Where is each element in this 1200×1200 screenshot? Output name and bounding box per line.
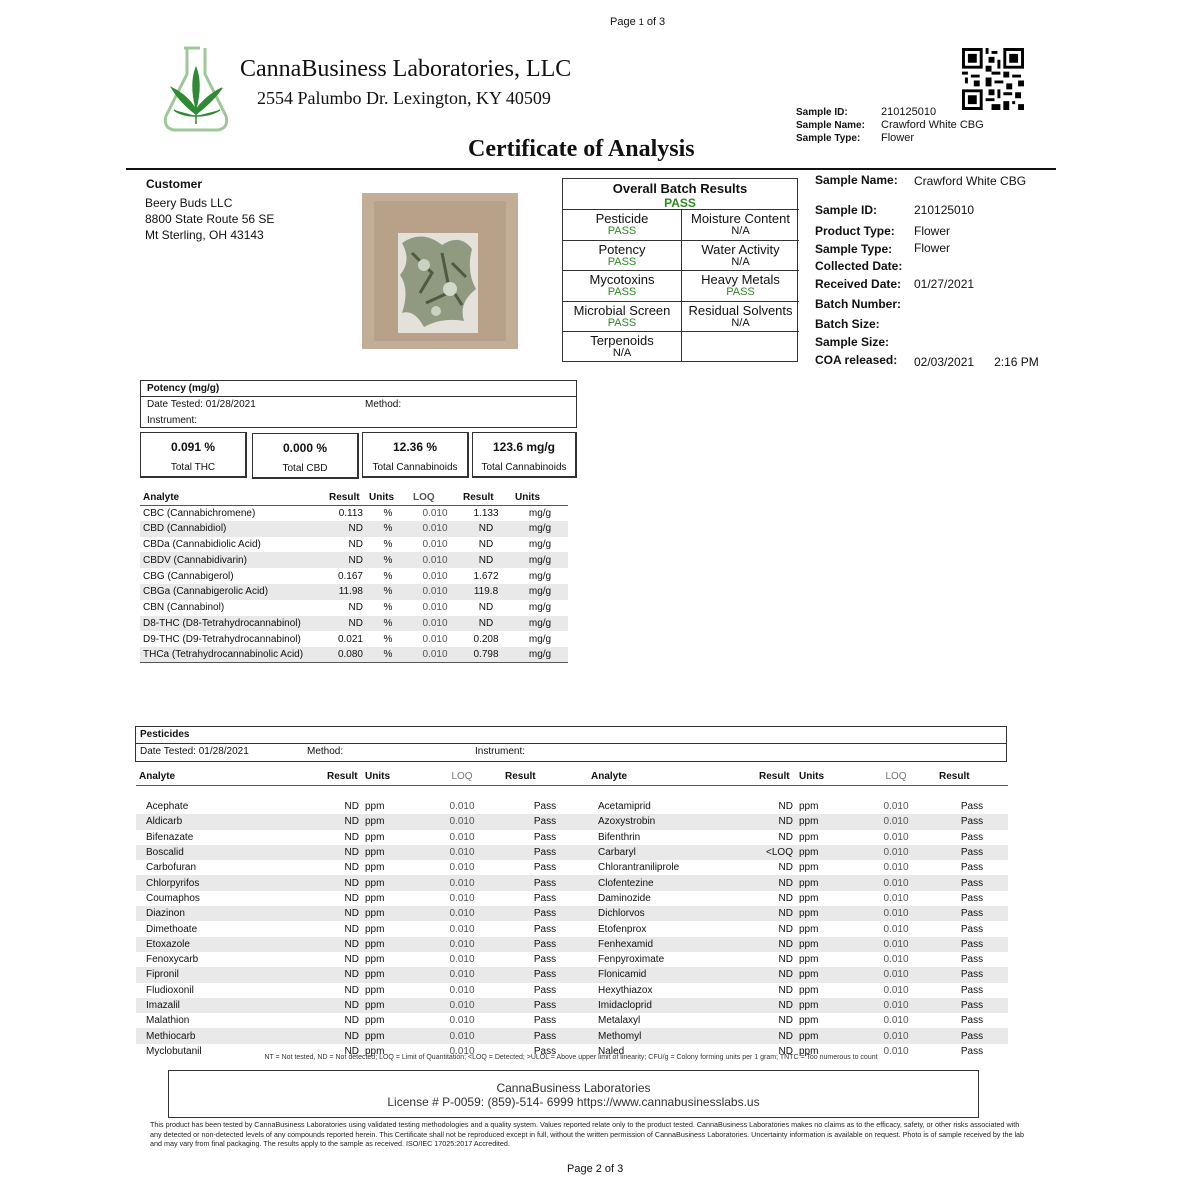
table-cell: Chlorantraniliprole (598, 862, 680, 874)
potency-heading: Potency (mg/g) (141, 381, 576, 397)
table-cell: Pass (960, 984, 984, 996)
table-cell: 0.010 (449, 1015, 475, 1027)
pesticides-date-tested: Date Tested: 01/28/2021 (140, 746, 249, 757)
pesticides-header-box (135, 726, 1007, 762)
table-cell: ppm (796, 814, 856, 829)
table-row (136, 891, 1008, 906)
table-cell: 0.010 (856, 875, 936, 890)
table-cell: Malathion (146, 1015, 190, 1027)
table-cell: Acetamiprid (598, 801, 651, 813)
table-cell: Chlorpyrifos (136, 875, 324, 890)
table-cell: Hexythiazox (598, 984, 653, 996)
batch-cell-terpenoids: Terpenoids N/A (563, 331, 681, 362)
table-cell: 0.010 (856, 998, 936, 1013)
table-cell: ppm (365, 831, 385, 843)
table-cell: ppm (796, 906, 856, 921)
table-cell: Pass (502, 906, 588, 921)
table-cell: 0.010 (883, 892, 909, 904)
header-divider (126, 168, 1056, 170)
lab-footer-box (168, 1070, 979, 1118)
sample-info-value: Flower (914, 241, 951, 255)
table-cell: 0.010 (422, 845, 502, 860)
table-row: CBDa (Cannabidiolic Acid) ND % 0.010 ND mg/g (143, 538, 552, 550)
batch-title: Overall Batch Results (612, 181, 748, 196)
sample-info-label: Product Type: (815, 224, 895, 238)
pesticides-instrument: Instrument: (475, 746, 526, 757)
potency-header-box (140, 380, 577, 428)
col-units-mg: Units (512, 490, 568, 505)
table-cell: ppm (365, 892, 385, 904)
sample-info-value: Flower (914, 224, 951, 238)
table-cell: Pass (936, 814, 1008, 829)
table-cell: Pass (960, 954, 984, 966)
table-cell: ND (778, 862, 793, 874)
batch-cell-moisture: Moisture Content N/A (681, 209, 799, 240)
table-cell: 0.010 (449, 892, 475, 904)
table-cell: Pass (533, 801, 557, 813)
table-cell: Carbaryl (588, 845, 756, 860)
table-cell: 0.010 (449, 862, 475, 874)
table-cell: Acephate (146, 801, 189, 813)
table-row: D8-THC (D8-Tetrahydrocannabinol) ND % 0.010 ND mg/g (140, 616, 568, 632)
table-cell: ppm (365, 862, 385, 874)
table-cell: ppm (362, 937, 422, 952)
table-row: CBG (Cannabigerol) 0.167 % 0.010 1.672 mg/g (143, 570, 552, 582)
table-cell: ppm (362, 814, 422, 829)
table-cell: ppm (365, 954, 385, 966)
pesticides-heading: Pesticides (136, 727, 1006, 744)
table-cell: ND (778, 801, 793, 813)
table-cell: ppm (796, 998, 856, 1013)
table-cell: ppm (796, 1028, 856, 1043)
table-cell: Metalaxyl (598, 1015, 641, 1027)
summary-total-thc: 0.091 % Total THC (140, 432, 247, 478)
table-cell: Pass (533, 862, 557, 874)
table-row (136, 830, 1008, 845)
table-cell: ND (324, 814, 362, 829)
table-row (136, 845, 1008, 860)
table-cell: Dichlorvos (588, 906, 756, 921)
customer-street: 8800 State Route 56 SE (145, 212, 275, 226)
table-cell: ppm (365, 984, 385, 996)
table-cell: Pass (960, 1015, 984, 1027)
table-row (136, 875, 1008, 890)
sample-info-label: Sample ID: (815, 203, 878, 217)
table-cell: Pass (502, 998, 588, 1013)
table-cell: Coumaphos (146, 892, 200, 904)
table-row (136, 799, 1008, 814)
batch-overall-status: PASS (664, 196, 696, 210)
table-cell: ND (324, 967, 362, 982)
table-cell: 0.010 (883, 862, 909, 874)
table-row (136, 1013, 1008, 1028)
table-cell: 0.010 (422, 906, 502, 921)
table-cell: Pass (936, 1028, 1008, 1043)
lab-name: CannaBusiness Laboratories, LLC (240, 56, 572, 82)
table-row: CBDV (Cannabidivarin) ND % 0.010 ND mg/g (140, 552, 568, 568)
table-cell: Pass (936, 875, 1008, 890)
summary-total-cbd: 0.000 % Total CBD (252, 433, 359, 479)
table-cell: Aldicarb (136, 814, 324, 829)
table-cell: ND (344, 801, 359, 813)
table-cell: ppm (365, 1015, 385, 1027)
table-cell: ppm (799, 801, 819, 813)
table-cell: 0.010 (856, 967, 936, 982)
table-row: CBC (Cannabichromene) 0.113 % 0.010 1.133 mg/g (143, 507, 552, 519)
header-sample-meta: Sample ID: 210125010 Sample Name: Crawford White CBG Sample Type: Flower (796, 106, 984, 144)
table-cell: ppm (799, 892, 819, 904)
table-row (136, 1028, 1008, 1043)
lab-logo (160, 44, 232, 134)
potency-instrument: Instrument: (147, 415, 198, 426)
table-cell: Bifenthrin (598, 831, 641, 843)
table-cell: Fipronil (136, 967, 324, 982)
col-result: Result (324, 768, 362, 785)
col-loq: LOQ (410, 490, 460, 505)
table-row (136, 906, 1008, 921)
table-cell: ppm (796, 937, 856, 952)
table-cell: ND (344, 862, 359, 874)
table-cell: 0.010 (422, 967, 502, 982)
table-cell: ND (778, 1015, 793, 1027)
batch-cell-pesticide: Pesticide PASS (563, 209, 681, 240)
customer-name: Beery Buds LLC (145, 196, 233, 210)
sample-info-value: Crawford White CBG (914, 174, 1027, 188)
table-cell: Imazalil (136, 998, 324, 1013)
table-cell: ppm (799, 923, 819, 935)
table-cell: Fenhexamid (588, 937, 756, 952)
table-cell: ND (756, 906, 796, 921)
pesticides-method: Method: (307, 746, 344, 757)
col-loq: LOQ (422, 768, 502, 785)
table-cell: Flonicamid (588, 967, 756, 982)
table-row: CBD (Cannabidiol) ND % 0.010 ND mg/g (140, 521, 568, 537)
table-cell: ND (778, 954, 793, 966)
table-row (136, 967, 1008, 982)
table-cell: ppm (365, 923, 385, 935)
table-cell: 0.010 (449, 954, 475, 966)
table-cell: Diazinon (136, 906, 324, 921)
table-cell: ND (756, 1028, 796, 1043)
table-cell: ND (324, 937, 362, 952)
page-title: Certificate of Analysis (468, 136, 695, 162)
table-cell: Pass (502, 937, 588, 952)
table-cell: Daminozide (598, 892, 651, 904)
table-cell: ppm (362, 845, 422, 860)
table-cell: 0.010 (883, 923, 909, 935)
table-cell: Boscalid (136, 845, 324, 860)
table-cell: ND (344, 923, 359, 935)
table-cell: ppm (796, 875, 856, 890)
table-cell: 0.010 (856, 1028, 936, 1043)
table-cell: 0.010 (856, 937, 936, 952)
table-cell: Pass (533, 831, 557, 843)
batch-cell-empty (681, 331, 799, 362)
table-row (136, 983, 1008, 998)
table-cell: ND (344, 954, 359, 966)
table-cell: ppm (796, 967, 856, 982)
table-cell: 0.010 (856, 845, 936, 860)
table-row: THCa (Tetrahydrocannabinolic Acid) 0.080 % 0.010 0.798 mg/g (140, 647, 568, 663)
table-cell: Azoxystrobin (588, 814, 756, 829)
table-cell: ND (344, 892, 359, 904)
col-result-mg: Result (460, 490, 512, 505)
table-cell: <LOQ (756, 845, 796, 860)
table-cell: ND (324, 906, 362, 921)
page-indicator-bottom: Page 2 of 3 (567, 1163, 624, 1175)
table-cell: Clofentezine (588, 875, 756, 890)
table-cell: Methomyl (588, 1028, 756, 1043)
table-cell: Pass (936, 845, 1008, 860)
qr-code[interactable] (962, 48, 1024, 110)
table-cell: Carbofuran (146, 862, 197, 874)
table-cell: Imidacloprid (588, 998, 756, 1013)
table-cell: ND (778, 892, 793, 904)
customer-city: Mt Sterling, OH 43143 (145, 228, 264, 242)
table-cell: Pass (936, 967, 1008, 982)
table-cell: ppm (365, 801, 385, 813)
batch-cell-mycotoxins: Mycotoxins PASS (563, 270, 681, 301)
col-analyte-2: Analyte (588, 768, 756, 785)
sample-info-label: Collected Date: (815, 259, 903, 273)
table-cell: 0.010 (856, 814, 936, 829)
table-cell: ND (324, 875, 362, 890)
table-cell: ppm (799, 1045, 819, 1057)
table-row (136, 814, 1008, 829)
table-cell: Methiocarb (136, 1028, 324, 1043)
table-cell: Pass (936, 937, 1008, 952)
potency-table (140, 490, 568, 663)
table-cell: Pass (960, 801, 984, 813)
batch-cell-potency: Potency PASS (563, 240, 681, 271)
table-cell: 0.010 (449, 984, 475, 996)
col-loq-2: LOQ (856, 768, 936, 785)
summary-total-cannabinoids-pct: 12.36 % Total Cannabinoids (362, 432, 469, 478)
overall-batch-results (562, 178, 798, 362)
footnote: NT = Not tested, ND = Not detected; LOQ = Limit of Quantitation; <LOQ = Detected; >ULOL = Above upper limit of linearity; CFU/g = Colony forming units per 1 gram; TNTC = Too numerous to count (264, 1054, 878, 1061)
table-cell: Pass (533, 892, 557, 904)
sample-info-label: Batch Size: (815, 317, 880, 331)
flask-leaf-icon (160, 44, 232, 134)
col-result-2: Result (756, 768, 796, 785)
table-cell: Pass (533, 984, 557, 996)
customer-heading: Customer (146, 177, 203, 191)
table-cell: ND (756, 998, 796, 1013)
table-cell: Pass (502, 814, 588, 829)
table-cell: ppm (799, 831, 819, 843)
sample-info-label: COA released: (815, 353, 898, 367)
col-units: Units (362, 768, 422, 785)
table-row (136, 952, 1008, 967)
sample-info-label: Batch Number: (815, 297, 902, 311)
summary-total-cannabinoids-mg: 123.6 mg/g Total Cannabinoids (472, 432, 577, 478)
table-cell: ppm (362, 1028, 422, 1043)
table-row: CBGa (Cannabigerolic Acid) 11.98 % 0.010 119.8 mg/g (140, 584, 568, 600)
batch-cell-water-activity: Water Activity N/A (681, 240, 799, 271)
table-cell: ppm (362, 875, 422, 890)
table-cell: ppm (799, 984, 819, 996)
table-cell: Pass (960, 1045, 984, 1057)
sample-info-value: 01/27/2021 (914, 277, 975, 291)
table-cell: ND (344, 984, 359, 996)
table-cell: ND (344, 1045, 359, 1057)
table-cell: Pass (960, 831, 984, 843)
table-cell: Pass (502, 1028, 588, 1043)
table-cell: ND (324, 998, 362, 1013)
col-analyte: Analyte (140, 490, 326, 505)
table-cell: ND (756, 967, 796, 982)
table-cell: Pass (533, 1015, 557, 1027)
table-cell: ppm (799, 862, 819, 874)
sample-info-label: Received Date: (815, 277, 902, 291)
table-cell: ppm (362, 998, 422, 1013)
table-cell: ppm (799, 954, 819, 966)
table-cell: ppm (365, 1045, 385, 1057)
table-cell: Pass (960, 923, 984, 935)
table-row (136, 937, 1008, 952)
table-cell: ppm (799, 1015, 819, 1027)
table-cell: 0.010 (449, 801, 475, 813)
table-cell: Fenpyroximate (598, 954, 665, 966)
table-cell: ppm (362, 967, 422, 982)
table-row (136, 921, 1008, 936)
table-cell: ND (756, 937, 796, 952)
table-cell: 0.010 (883, 831, 909, 843)
table-cell: 0.010 (422, 998, 502, 1013)
table-cell: ppm (362, 906, 422, 921)
table-cell: ND (344, 1015, 359, 1027)
table-cell: Naled (598, 1045, 625, 1057)
potency-table-header (140, 490, 568, 505)
page-indicator-top: Page 1 of 3 (610, 16, 666, 28)
sample-info-label: Sample Size: (815, 335, 890, 349)
table-cell: Myclobutanil (146, 1045, 202, 1057)
table-cell: 0.010 (883, 954, 909, 966)
pesticides-table-header (136, 768, 1008, 785)
table-cell: ND (778, 984, 793, 996)
table-cell: 0.010 (449, 1045, 475, 1057)
qr-code-icon (962, 48, 1024, 110)
batch-cell-residual-solvents: Residual Solvents N/A (681, 301, 799, 332)
table-cell: ND (324, 845, 362, 860)
table-cell: Fenoxycarb (146, 954, 199, 966)
table-row (136, 860, 1008, 875)
table-cell: Etoxazole (136, 937, 324, 952)
table-cell: 0.010 (449, 923, 475, 935)
table-cell: Pass (502, 967, 588, 982)
disclaimer: This product has been tested by CannaBusiness Laboratories using validated testing methodologies and a quality system. Values reported relate only to the product tested. CannaBusiness Laboratories makes no claims as to the efficacy, safety, or other risks associated with any detected or non-detected levels of any compounds reported herein. This Certificate shall not be reproduced except in full, without the written permission of CannaBusiness Laboratories. Uncertainty information is available on request. Photo is of sample received by the lab and may vary from final packaging. The results apply to the sample as received. ISO/IEC 17025:2017 Accredited. (150, 1120, 1025, 1148)
lab-footer-name: CannaBusiness Laboratories (496, 1081, 651, 1095)
table-cell: 0.010 (883, 984, 909, 996)
table-cell: 0.010 (449, 831, 475, 843)
potency-method: Method: (365, 399, 402, 410)
table-cell: Pass (960, 892, 984, 904)
table-cell: Dimethoate (146, 923, 198, 935)
table-cell: 0.010 (883, 801, 909, 813)
col-analyte: Analyte (136, 768, 324, 785)
sample-info-label: Sample Name: (815, 173, 898, 187)
col-pass-result-2: Result (936, 768, 1008, 785)
flower-sample-image (362, 193, 518, 349)
table-cell: ND (324, 1028, 362, 1043)
col-units-2: Units (796, 768, 856, 785)
table-cell: Pass (533, 954, 557, 966)
pesticides-table (136, 768, 1008, 1059)
sample-info-value: 02/03/2021 2:16 PM (914, 355, 1039, 369)
lab-footer-license[interactable]: License # P-0059: (859)-514- 6999 https://www.cannabusinesslabs.us (387, 1095, 760, 1109)
potency-date-tested: Date Tested: 01/28/2021 (147, 399, 256, 410)
table-cell: Pass (533, 923, 557, 935)
table-cell: Pass (936, 998, 1008, 1013)
table-cell: Etofenprox (598, 923, 647, 935)
table-cell: 0.010 (422, 1028, 502, 1043)
table-row: CBN (Cannabinol) ND % 0.010 ND mg/g (143, 602, 552, 614)
table-cell: Bifenazate (146, 831, 194, 843)
batch-cell-heavy-metals: Heavy Metals PASS (681, 270, 799, 301)
sample-info-value: 210125010 (914, 203, 975, 217)
sample-photo (362, 193, 518, 349)
lab-address: 2554 Palumbo Dr. Lexington, KY 40509 (257, 88, 551, 108)
table-cell: Pass (960, 862, 984, 874)
table-cell: 0.010 (422, 937, 502, 952)
col-units: Units (366, 490, 410, 505)
table-cell: ND (778, 1045, 793, 1057)
table-cell: Pass (533, 1045, 557, 1057)
table-row: D9-THC (D9-Tetrahydrocannabinol) 0.021 % 0.010 0.208 mg/g (143, 633, 552, 645)
table-cell: 0.010 (422, 875, 502, 890)
table-cell: ND (344, 831, 359, 843)
batch-cell-microbial: Microbial Screen PASS (563, 301, 681, 332)
table-cell: ND (778, 923, 793, 935)
table-cell: 0.010 (422, 814, 502, 829)
table-cell: ND (756, 814, 796, 829)
table-cell: ND (778, 831, 793, 843)
table-cell: 0.010 (883, 1015, 909, 1027)
table-cell: 0.010 (856, 906, 936, 921)
table-cell: Pass (936, 906, 1008, 921)
col-pass-result: Result (502, 768, 588, 785)
sample-info-label: Sample Type: (815, 242, 893, 256)
table-cell: Fludioxonil (146, 984, 194, 996)
table-cell: 0.010 (883, 1045, 909, 1057)
table-row (136, 998, 1008, 1013)
table-cell: Pass (502, 875, 588, 890)
table-cell: Pass (502, 845, 588, 860)
col-result: Result (326, 490, 366, 505)
table-cell: ppm (796, 845, 856, 860)
table-cell: ND (756, 875, 796, 890)
